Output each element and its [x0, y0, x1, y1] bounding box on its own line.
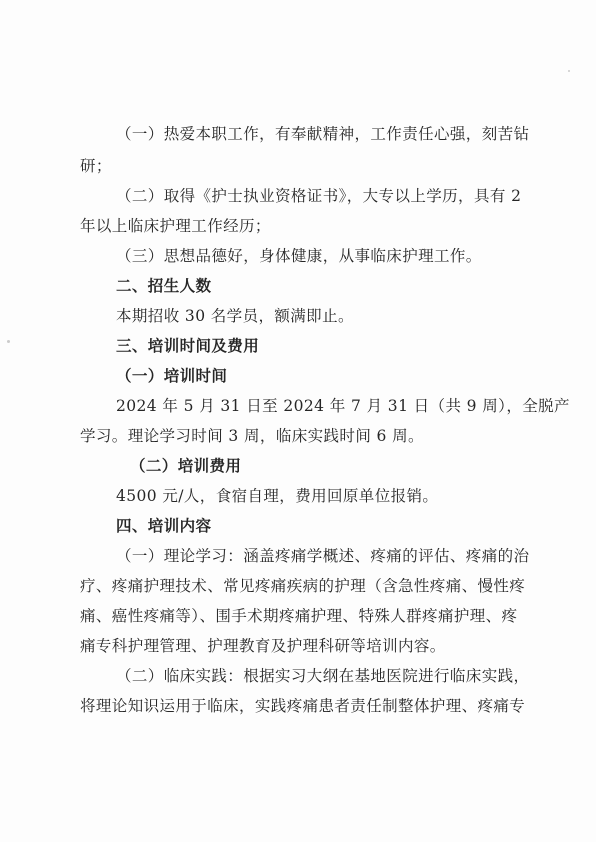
section-heading: 三、培训时间及费用 — [116, 337, 260, 355]
text-line: 4500 元/人，食宿自理，费用回原单位报销。 — [116, 487, 439, 505]
text-line: （一）热爱本职工作，有奉献精神，工作责任心强，刻苦钻 — [116, 125, 530, 143]
section-heading: 四、培训内容 — [116, 517, 212, 535]
text-line: 研； — [80, 157, 112, 175]
text-line: 年以上临床护理工作经历； — [80, 217, 271, 235]
subsection-heading: （二）培训费用 — [130, 457, 242, 475]
text-line: （三）思想品德好，身体健康，从事临床护理工作。 — [116, 247, 482, 265]
text-line: （一）理论学习：涵盖疼痛学概述、疼痛的评估、疼痛的治 — [116, 547, 530, 565]
text-line: 痛、癌性疼痛等）、围手术期疼痛护理、特殊人群疼痛护理、疼 — [80, 607, 518, 625]
text-line: 学习。理论学习时间 3 周，临床实践时间 6 周。 — [80, 427, 424, 445]
text-line: 2024 年 5 月 31 日至 2024 年 7 月 31 日（共 9 周），全脱产 — [116, 397, 570, 415]
text-line: （二）临床实践：根据实习大纲在基地医院进行临床实践， — [116, 667, 530, 685]
text-line: 将理论知识运用于临床，实践疼痛患者责任制整体护理、疼痛专 — [80, 697, 526, 715]
scan-speck — [568, 70, 570, 72]
text-line: （二）取得《护士执业资格证书》，大专以上学历，具有 2 — [116, 187, 522, 205]
section-heading: 二、招生人数 — [116, 277, 212, 295]
text-line: 疗、疼痛护理技术、常见疼痛疾病的护理（含急性疼痛、慢性疼 — [80, 577, 526, 595]
text-line: 痛专科护理管理、护理教育及护理科研等培训内容。 — [80, 637, 446, 655]
text-line: 本期招收 30 名学员，额满即止。 — [116, 307, 354, 325]
subsection-heading: （一）培训时间 — [116, 367, 228, 385]
scan-speck — [7, 340, 10, 343]
